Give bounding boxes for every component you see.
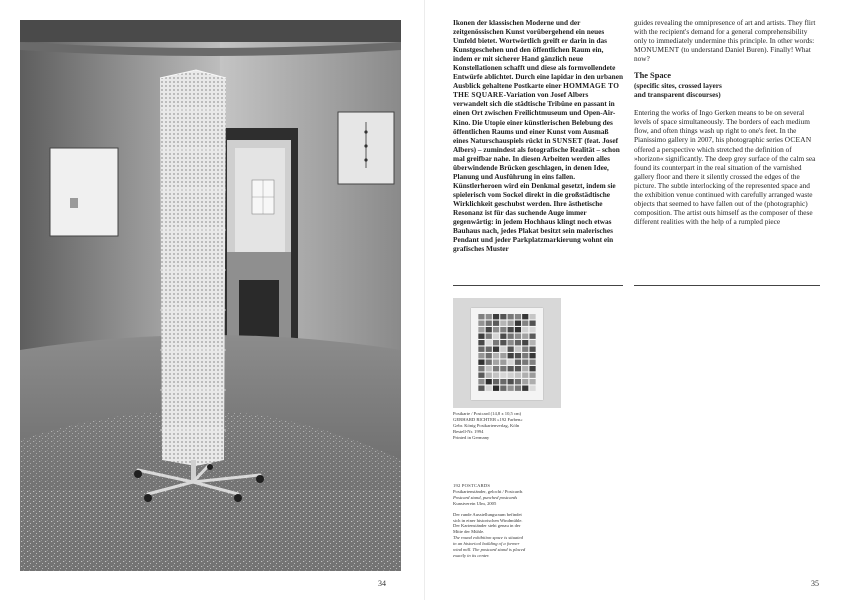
german-caps-title: HOMMAGE TO THE SQUARE: [453, 81, 620, 100]
grid-cell: [508, 379, 514, 384]
grid-cell: [478, 334, 484, 339]
grid-cell: [522, 340, 528, 345]
postcard-card: [471, 308, 543, 400]
grid-cell: [529, 360, 535, 365]
caption-line: sich in einer historischen Windmühle.: [453, 517, 523, 523]
grid-cell: [500, 373, 506, 378]
page-number-right: 35: [811, 579, 819, 588]
caption-line: Der runde Ausstellungsraum befindet: [453, 511, 522, 517]
caption-line: Bestell-Nr. 1994: [453, 428, 484, 434]
grid-cell: [508, 386, 514, 391]
gallery-photo-postcard-stand-icon: [20, 20, 401, 571]
grid-cell: [508, 340, 514, 345]
german-caps-title-2: SUNSET: [552, 135, 583, 145]
grid-cell: [500, 334, 506, 339]
grid-cell: [515, 347, 521, 352]
grid-cell: [515, 353, 521, 358]
page-number-left: 34: [378, 579, 386, 588]
grid-cell: [493, 340, 499, 345]
section-subheading: (specific sites, crossed layers and transparent discourses): [634, 81, 722, 100]
grid-cell: [478, 353, 484, 358]
grid-cell: [493, 321, 499, 326]
work-caption-title: 192 POSTCARDS: [453, 483, 491, 488]
grid-cell: [486, 340, 492, 345]
grid-cell: [522, 373, 528, 378]
grid-cell: [493, 360, 499, 365]
grid-cell: [508, 360, 514, 365]
grid-cell: [500, 321, 506, 326]
grid-cell: [522, 353, 528, 358]
grid-cell: [500, 353, 506, 358]
grid-cell: [529, 340, 535, 345]
grid-cell: [508, 366, 514, 371]
grid-cell: [508, 334, 514, 339]
grid-cell: [529, 327, 535, 332]
grid-cell: [486, 347, 492, 352]
grid-cell: [515, 314, 521, 319]
grid-cell: [478, 314, 484, 319]
grid-cell: [529, 334, 535, 339]
grid-cell: [478, 379, 484, 384]
grid-cell: [522, 314, 528, 319]
grid-cell: [500, 366, 506, 371]
grid-cell: [500, 347, 506, 352]
german-text-column: [453, 18, 623, 253]
english-paragraph-2: Entering the works of Ingo Gerken means to be on several levels of space simultaneously. The borders of each medium flow, and often things wash up right to one's feet. In the Pianissimo gallery in 2007, his photographic series OCEAN offered a perspective which stretched the definition of »horizon« significantly. The deep grey surface of the calm sea found its counterpart in the real situation of the varnished gallery floor and there it silently crossed the edges of the picture. The subtle interlocking of the represented space and the exhibition venue continued with carefully arranged waste objects that seemed to have fallen out of the (photographic) composition. The artist outs himself as the composer of these different realities with the help of a rumpled piece: [634, 108, 816, 226]
grid-cell: [493, 314, 499, 319]
grid-cell: [500, 314, 506, 319]
postcard-image: [453, 298, 561, 408]
grid-cell: [529, 347, 535, 352]
work-caption: [453, 483, 573, 559]
section-heading: The Space: [634, 71, 671, 81]
color-grid-postcard-icon: [471, 308, 543, 400]
grid-cell: [508, 373, 514, 378]
grid-cell: [493, 379, 499, 384]
grid-cell: [493, 347, 499, 352]
english-caps-title: MONUMENT: [634, 45, 680, 55]
grid-cell: [515, 327, 521, 332]
grid-cell: [508, 347, 514, 352]
caption-line: GERHARD RICHTER »192 Farben«: [453, 416, 523, 422]
grid-cell: [478, 340, 484, 345]
grid-cell: [529, 379, 535, 384]
grid-cell: [486, 360, 492, 365]
grid-cell: [486, 321, 492, 326]
caption-line: Mitte der Mühle.: [453, 529, 485, 535]
grid-cell: [515, 334, 521, 339]
grid-cell: [515, 366, 521, 371]
column-rule-right: [634, 285, 820, 286]
grid-cell: [493, 334, 499, 339]
grid-cell: [515, 360, 521, 365]
grid-cell: [478, 347, 484, 352]
grid-cell: [515, 340, 521, 345]
grid-cell: [493, 327, 499, 332]
grid-cell: [522, 321, 528, 326]
grid-cell: [478, 321, 484, 326]
german-paragraph: Ikonen der klassischen Moderne und der zeitgenössischen Kunst vorübergehend ein neues Umfeld bietet. Wortwörtlich greift er darin in das Kunstgeschehen und den öffentlichen Raum ein, indem er mit sicherer Hand gänzlich neue Konstellationen schafft und diese als formvollendete Entwürfe ablichtet. Durch eine lapidar in den urbanen Ausblick gehaltene Postkarte einer HOMMAGE TO THE SQUARE-Variation von Josef Albers verwandelt sich die städtische Tribüne en passant in einen Ort zwischen Freilichtmuseum und Open-Air-Kino. Die Utopie einer künstlerischen Belebung des öffentlichen Raums und einer Kunst vom Ausmaß eines Naturschauspiels rückt in SUNSET (feat. Josef Albers) – zumindest als fotografische Realität – schon mal greifbar nahe. In diesen Arbeiten werden alles überwindende Brücken geschlagen, in denen Idee, Planung und Ausführung in eins fallen. Künstlerheroen wird ein Denkmal gesetzt, indem sie spielerisch vom Sockel direkt in die großstädtische Wirklichkeit geschubst werden. Ihre ästhetische Resonanz ist für das suchende Auge immer gegenwärtig: in jedem Hochhaus klingt noch etwas Bauhaus nach, jedes Plakat besitzt sein malerisches Pendant und jeder Parkplatzmarkierung wohnt ein grafisches Muster: [453, 18, 624, 254]
grid-cell: [486, 386, 492, 391]
grid-cell: [522, 386, 528, 391]
grid-cell: [522, 347, 528, 352]
grid-cell: [529, 353, 535, 358]
caption-line: wind mill. The postcard stand is placed: [453, 547, 526, 553]
caption-line: in an historical building of a former: [453, 541, 520, 547]
grid-cell: [500, 340, 506, 345]
grid-cell: [515, 379, 521, 384]
grid-cell: [515, 321, 521, 326]
grid-cell: [529, 373, 535, 378]
grid-cell: [500, 360, 506, 365]
grid-cell: [529, 321, 535, 326]
grid-cell: [478, 373, 484, 378]
grid-cell: [522, 334, 528, 339]
caption-line: Gebr. König Postkartenverlag, Köln: [453, 422, 520, 428]
grid-cell: [500, 386, 506, 391]
english-text-column: [634, 18, 820, 226]
column-rule-left: [453, 285, 623, 286]
caption-line: Postkarte / Postcard (14,8 x 10,5 cm): [453, 411, 522, 416]
english-paragraph-1: guides revealing the omnipresence of art and artists. They flirt with the recipient's demand for a general comprehensibility only to immediately undermine this principle. In other words: MONUMENT (to understand Daniel Buren). Finally! What now?: [634, 18, 816, 64]
grid-cell: [486, 314, 492, 319]
grid-cell: [529, 366, 535, 371]
caption-line: Postkartenständer, gelocht / Postcards: [453, 488, 523, 494]
grid-cell: [508, 327, 514, 332]
grid-cell: [486, 353, 492, 358]
english-caps-title-2: OCEAN: [784, 135, 812, 145]
grid-cell: [529, 314, 535, 319]
caption-line: Postcard stand, punched postcards: [453, 494, 518, 500]
grid-cell: [478, 327, 484, 332]
caption-line: The round exhibition space is situated: [453, 535, 523, 541]
grid-cell: [486, 327, 492, 332]
grid-cell: [486, 379, 492, 384]
caption-line: exactly in its center.: [453, 552, 490, 558]
grid-cell: [522, 379, 528, 384]
grid-cell: [522, 366, 528, 371]
grid-cell: [493, 373, 499, 378]
grid-cell: [515, 386, 521, 391]
grid-cell: [493, 353, 499, 358]
caption-line: Der Kartenständer steht genau in der: [453, 523, 521, 529]
grid-cell: [478, 386, 484, 391]
grid-cell: [529, 386, 535, 391]
grid-cell: [486, 334, 492, 339]
grid-cell: [478, 360, 484, 365]
grid-cell: [508, 314, 514, 319]
grid-cell: [493, 386, 499, 391]
grid-cell: [478, 366, 484, 371]
grid-cell: [500, 327, 506, 332]
grid-cell: [500, 379, 506, 384]
grid-cell: [486, 373, 492, 378]
grid-cell: [508, 321, 514, 326]
grid-cell: [486, 366, 492, 371]
caption-line: Printed in Germany: [453, 434, 490, 440]
grid-cell: [515, 373, 521, 378]
postcard-caption: [453, 411, 573, 441]
caption-line: Kunstverein Ulm, 2005: [453, 500, 497, 506]
grid-cell: [508, 353, 514, 358]
grid-cell: [493, 366, 499, 371]
gallery-photo: [20, 20, 401, 571]
grid-cell: [522, 327, 528, 332]
grid-cell: [522, 360, 528, 365]
